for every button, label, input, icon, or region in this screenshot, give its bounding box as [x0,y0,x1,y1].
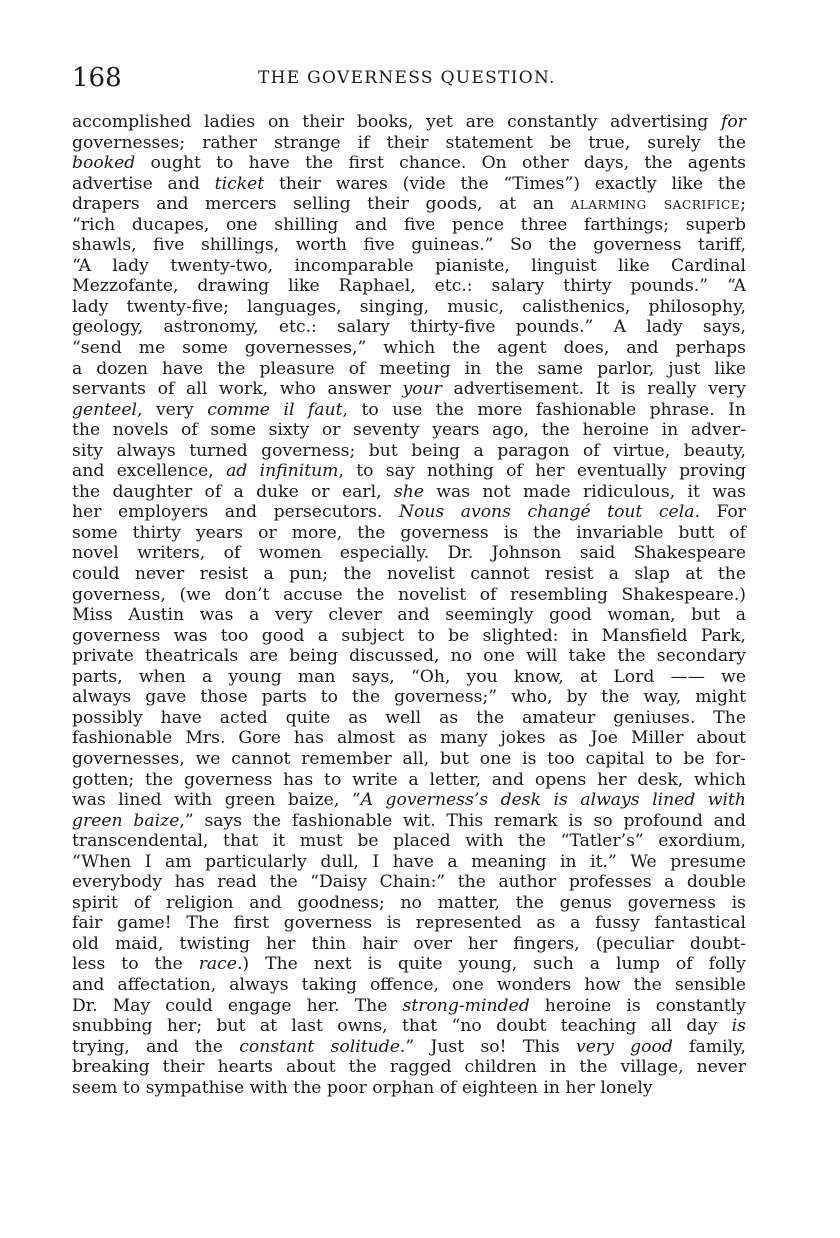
text-line: booked ought to have the first chance. On other days, the agents [72,153,746,174]
text-line: Dr. May could engage her. The strong-minded heroine is constantly [72,995,746,1016]
text-line: always gave those parts to the governess;” who, by the way, might [72,687,746,708]
text-line: accomplished ladies on their books, yet are constantly advertising for [72,112,746,132]
text-line: less to the race.) The next is quite young, such a lump of folly [72,954,746,975]
text-line: possibly have acted quite as well as the amateur geniuses. The [72,707,746,728]
page-number: 168 [72,63,122,93]
text-line: “When I am particularly dull, I have a meaning in it.” We presume [72,851,746,872]
running-title: THE GOVERNESS QUESTION. [258,68,556,88]
text-line: sity always turned governess; but being a paragon of virtue, beauty, [72,440,746,461]
text-line: Miss Austin was a very clever and seemingly good woman, but a [72,605,746,626]
text-line: parts, when a young man says, “Oh, you know, at Lord —— we [72,666,746,687]
text-line: breaking their hearts about the ragged children in the village, never [72,1057,746,1078]
text-line: snubbing her; but at last owns, that “no doubt teaching all day is [72,1016,746,1037]
text-line: some thirty years or more, the governess is the invariable butt of [72,522,746,543]
text-line: and affectation, always taking offence, one wonders how the sensible [72,974,746,995]
text-line: the daughter of a duke or earl, she was not made ridiculous, it was [72,481,746,502]
text-line: private theatricals are being discussed, no one will take the secondary [72,646,746,667]
text-line: was lined with green baize, “A governess’s desk is always lined with [72,790,746,811]
text-line: Mezzofante, drawing like Raphael, etc.: salary thirty pounds.” “A [72,276,746,297]
text-line: spirit of religion and goodness; no matter, the genus governess is [72,892,746,913]
text-line: gotten; the governess has to write a letter, and opens her desk, which [72,769,746,790]
running-head [72,58,744,98]
text-line: “A lady twenty-two, incomparable pianiste, linguist like Cardinal [72,255,746,276]
text-line: lady twenty-five; languages, singing, music, calisthenics, philosophy, [72,296,746,317]
text-line: governess, (we don’t accuse the novelist of resembling Shakespeare.) [72,584,746,605]
text-line: governesses; rather strange if their statement be true, surely the [72,132,746,153]
text-line: old maid, twisting her thin hair over her fingers, (peculiar doubt- [72,933,746,954]
text-line: “rich ducapes, one shilling and five pence three farthings; superb [72,214,746,235]
text-line: novel writers, of women especially. Dr. Johnson said Shakespeare [72,543,746,564]
text-line: shawls, five shillings, worth five guineas.” So the governess tariff, [72,235,746,256]
text-line: her employers and persecutors. Nous avons changé tout cela. For [72,502,746,523]
text-line: green baize,” says the fashionable wit. This remark is so profound and [72,810,746,831]
text-line: advertise and ticket their wares (vide the “Times”) exactly like the [72,173,746,194]
text-line: transcendental, that it must be placed with the “Tatler’s” exordium, [72,831,746,852]
text-line: trying, and the constant solitude.” Just so! This very good family, [72,1036,746,1057]
text-line: fashionable Mrs. Gore has almost as many jokes as Joe Miller about [72,728,746,749]
text-line: drapers and mercers selling their goods, at an alarming sacrifice; [72,194,746,215]
text-line: the novels of some sixty or seventy years ago, the heroine in adver- [72,420,746,441]
body-text [72,112,746,1098]
text-line: genteel, very comme il faut, to use the more fashionable phrase. In [72,399,746,420]
text-line: everybody has read the “Daisy Chain:” the author professes a double [72,872,746,893]
text-line: fair game! The first governess is represented as a fussy fantastical [72,913,746,934]
text-line: geology, astronomy, etc.: salary thirty-five pounds.” A lady says, [72,317,746,338]
text-line: governess was too good a subject to be slighted: in Mansfield Park, [72,625,746,646]
text-line: a dozen have the pleasure of meeting in the same parlor, just like [72,358,746,379]
text-line: seem to sympathise with the poor orphan of eighteen in her lonely [72,1077,653,1098]
text-line: servants of all work, who answer your advertisement. It is really very [72,379,746,400]
text-line: could never resist a pun; the novelist cannot resist a slap at the [72,564,746,585]
text-line: “send me some governesses,” which the agent does, and perhaps [72,338,746,359]
text-line: and excellence, ad infinitum, to say nothing of her eventually proving [72,461,747,482]
text-line: governesses, we cannot remember all, but one is too capital to be for- [72,748,746,769]
